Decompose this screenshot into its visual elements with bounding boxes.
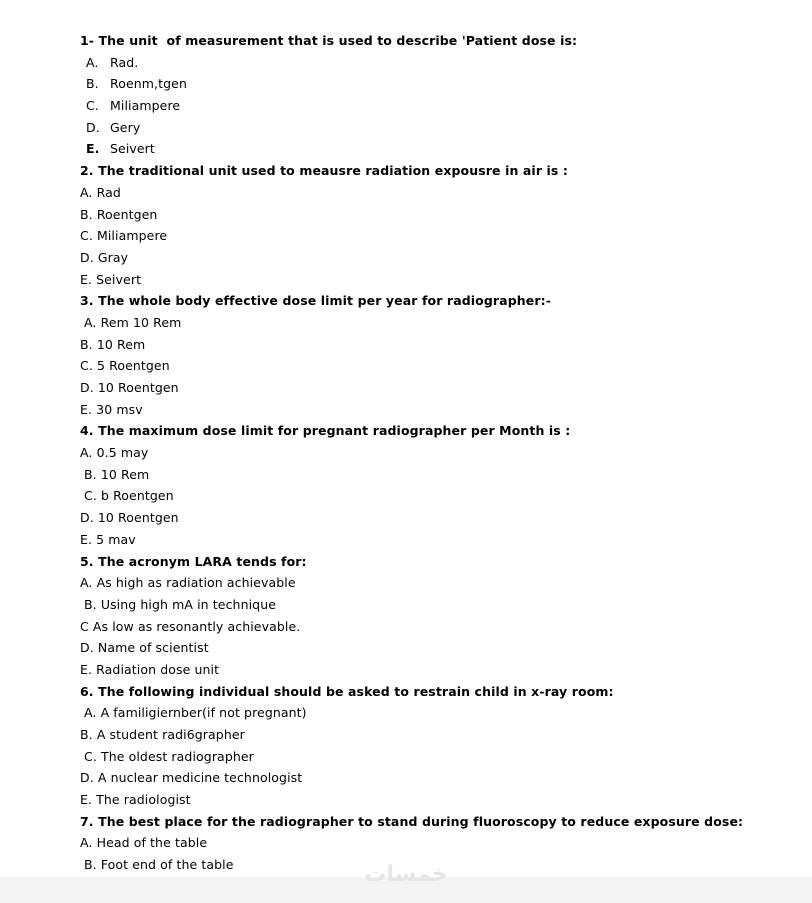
question-5-option-e: E. Radiation dose unit	[80, 661, 220, 677]
watermark-logo: خمسات	[364, 862, 448, 887]
question-2-option-e: E. Seivert	[80, 271, 142, 287]
question-4-option-b: B. 10 Rem	[84, 466, 150, 482]
option-letter: D.	[86, 119, 100, 135]
question-4-option-c: C. b Roentgen	[84, 488, 174, 504]
question-7-option-b: B. Foot end of the table	[84, 857, 234, 873]
option-text: Seivert	[110, 141, 155, 157]
question-6-option-d: D. A nuclear medicine technologist	[80, 770, 303, 786]
question-5-option-a: A. As high as radiation achievable	[80, 575, 296, 591]
question-6-option-e: E. The radiologist	[80, 792, 191, 808]
question-4-option-d: D. 10 Roentgen	[80, 510, 179, 526]
question-5-option-d: D. Name of scientist	[80, 640, 209, 656]
question-3-option-d: D. 10 Roentgen	[80, 380, 179, 395]
question-4: 4. The maximum dose limit for pregnant radiographer per Month is :	[80, 423, 571, 439]
quiz-content	[80, 30, 780, 876]
question-7: 7. The best place for the radiographer to stand during fluoroscopy to reduce exposure dose:	[80, 813, 744, 829]
question-2: 2. The traditional unit used to meausre radiation expousre in air is :	[80, 163, 569, 179]
question-1-option-d	[80, 117, 780, 139]
option-text: Rad.	[110, 54, 139, 70]
question-2-option-c: C. Miliampere	[80, 228, 168, 244]
question-1-option-c	[80, 95, 780, 117]
question-2-option-d: D. Gray	[80, 249, 129, 265]
option-text: Miliampere	[110, 98, 181, 114]
question-2-option-a: A. Rad	[80, 184, 121, 200]
question-5: 5. The acronym LARA tends for:	[80, 553, 307, 569]
question-3: 3. The whole body effective dose limit per year for radiographer:-	[80, 293, 551, 309]
question-2-option-b: B. Roentgen	[80, 206, 158, 222]
question-4-option-e: E. 5 mav	[80, 531, 136, 547]
question-5-option-c: C As low as resonantly achievable.	[80, 618, 301, 634]
question-3-option-a: A. Rem 10 Rem	[84, 314, 182, 330]
question-1: 1- The unit of measurement that is used to describe 'Patient dose is:	[80, 33, 578, 48]
question-7-option-a: A. Head of the table	[80, 835, 208, 851]
question-1-option-b	[80, 73, 780, 95]
option-letter: A.	[86, 54, 99, 70]
question-6: 6. The following individual should be asked to restrain child in x-ray room:	[80, 683, 614, 699]
option-text: Roenm,tgen	[110, 76, 187, 92]
question-1-option-e	[80, 138, 780, 160]
question-3-option-b: B. 10 Rem	[80, 336, 146, 352]
question-3-option-c: C. 5 Roentgen	[80, 358, 170, 374]
option-letter: E.	[86, 141, 100, 157]
question-6-option-a: A. A familigiernber(if not pregnant)	[84, 705, 307, 721]
question-6-option-c: C. The oldest radiographer	[84, 748, 254, 764]
option-letter: B.	[86, 76, 99, 92]
option-text: Gery	[110, 119, 141, 135]
question-6-option-b: B. A student radi6grapher	[80, 727, 245, 742]
question-5-option-b: B. Using high mA in technique	[84, 596, 277, 612]
question-4-option-a: A. 0.5 may	[80, 445, 149, 461]
option-letter: C.	[86, 98, 99, 114]
question-1-option-a	[80, 52, 780, 74]
question-3-option-e: E. 30 msv	[80, 401, 143, 417]
